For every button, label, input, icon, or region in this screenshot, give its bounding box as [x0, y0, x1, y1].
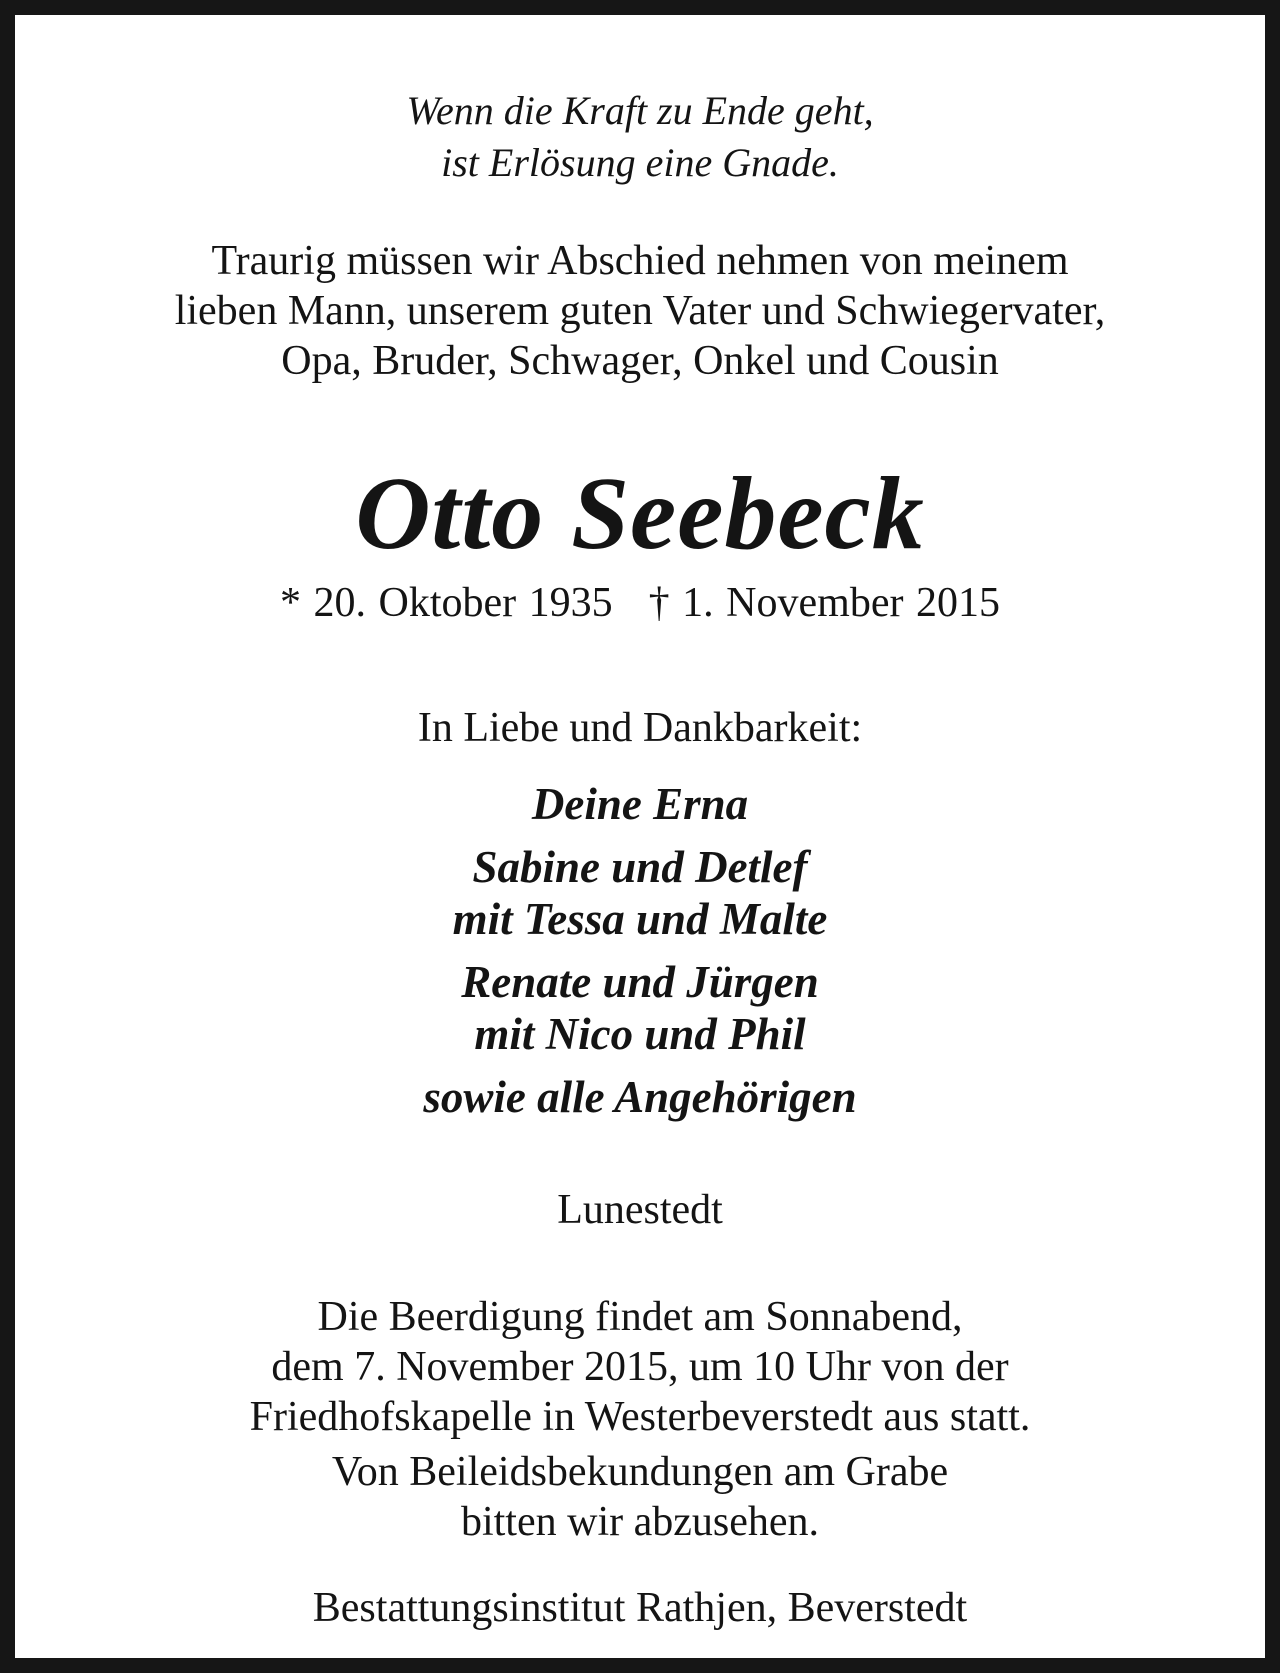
funeral-line: dem 7. November 2015, um 10 Uhr von der: [271, 1344, 1009, 1390]
deceased-name-text: Otto Seebeck: [355, 456, 925, 571]
obituary-content: [30, 30, 1250, 1643]
birth-date: * 20. Oktober 1935: [280, 580, 613, 626]
funeral-info: [30, 1292, 1250, 1442]
motto-line: ist Erlösung eine Gnade.: [441, 140, 839, 185]
intro-line: lieben Mann, unserem guten Vater und Schwiegervater,: [174, 288, 1106, 334]
intro-text: [30, 236, 1250, 386]
undertaker-text: Bestattungsinstitut Rathjen, Beverstedt: [312, 1585, 968, 1631]
life-dates: [30, 578, 1250, 628]
family-group-2: [30, 841, 1250, 945]
family-member: Deine Erna: [531, 779, 749, 829]
family-member: Sabine und Detlef: [472, 842, 808, 892]
gratitude-line: [30, 703, 1250, 753]
family-group-1: [30, 778, 1250, 830]
gratitude-text: In Liebe und Dankbarkeit:: [417, 705, 863, 751]
intro-line: Traurig müssen wir Abschied nehmen von meinem: [211, 238, 1069, 284]
family-group-4: [30, 1071, 1250, 1123]
family-member: sowie alle Angehörigen: [423, 1072, 857, 1122]
place: [30, 1185, 1250, 1235]
family-member: Renate und Jürgen: [461, 957, 819, 1007]
condolence-line: Von Beileidsbekundungen am Grabe: [331, 1449, 949, 1495]
family-member: mit Nico und Phil: [474, 1009, 806, 1059]
condolence-note: [30, 1447, 1250, 1547]
intro-line: Opa, Bruder, Schwager, Onkel und Cousin: [281, 338, 999, 384]
funeral-line: Friedhofskapelle in Westerbeverstedt aus statt.: [249, 1394, 1031, 1440]
family-group-3: [30, 956, 1250, 1060]
condolence-line: bitten wir abzusehen.: [460, 1499, 820, 1545]
motto-line: Wenn die Kraft zu Ende geht,: [406, 88, 874, 133]
funeral-line: Die Beerdigung findet am Sonnabend,: [317, 1294, 963, 1340]
undertaker: [30, 1583, 1250, 1633]
place-text: Lunestedt: [557, 1187, 723, 1233]
family-member: mit Tessa und Malte: [452, 894, 828, 944]
deceased-name: [30, 454, 1250, 574]
motto: [30, 85, 1250, 189]
death-date: † 1. November 2015: [648, 580, 1000, 626]
